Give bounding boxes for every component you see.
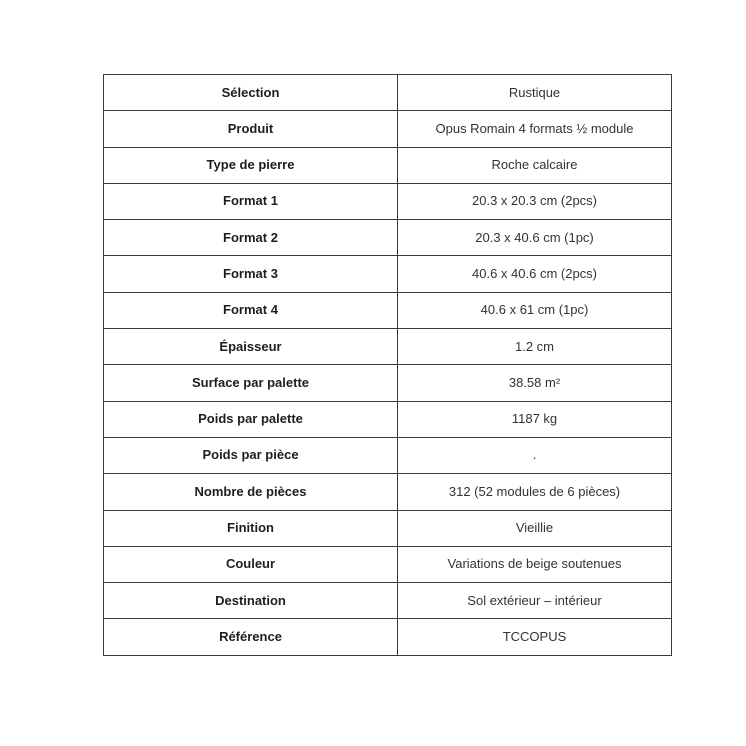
table-row xyxy=(104,329,672,365)
spec-value: Opus Romain 4 formats ½ module xyxy=(398,111,672,147)
spec-value: 1.2 cm xyxy=(398,329,672,365)
spec-label: Format 3 xyxy=(104,256,398,292)
spec-value: 20.3 x 40.6 cm (1pc) xyxy=(398,220,672,256)
table-row xyxy=(104,365,672,401)
spec-label: Format 1 xyxy=(104,183,398,219)
table-row xyxy=(104,437,672,473)
spec-value: 40.6 x 40.6 cm (2pcs) xyxy=(398,256,672,292)
spec-label: Type de pierre xyxy=(104,147,398,183)
spec-label: Finition xyxy=(104,510,398,546)
spec-label: Produit xyxy=(104,111,398,147)
table-row xyxy=(104,111,672,147)
spec-value: 1187 kg xyxy=(398,401,672,437)
spec-value: Sol extérieur – intérieur xyxy=(398,583,672,619)
spec-label: Nombre de pièces xyxy=(104,474,398,510)
spec-value: 20.3 x 20.3 cm (2pcs) xyxy=(398,183,672,219)
spec-label: Poids par pièce xyxy=(104,437,398,473)
table-row xyxy=(104,401,672,437)
spec-label: Poids par palette xyxy=(104,401,398,437)
spec-value: 40.6 x 61 cm (1pc) xyxy=(398,292,672,328)
spec-label: Couleur xyxy=(104,546,398,582)
table-row xyxy=(104,474,672,510)
table-row xyxy=(104,256,672,292)
product-spec-table xyxy=(103,74,672,656)
spec-label: Épaisseur xyxy=(104,329,398,365)
spec-label: Surface par palette xyxy=(104,365,398,401)
spec-value: TCCOPUS xyxy=(398,619,672,655)
spec-value: 312 (52 modules de 6 pièces) xyxy=(398,474,672,510)
table-row xyxy=(104,75,672,111)
table-row xyxy=(104,292,672,328)
table-row xyxy=(104,220,672,256)
table-row xyxy=(104,546,672,582)
spec-label: Format 4 xyxy=(104,292,398,328)
table-row xyxy=(104,183,672,219)
table-row xyxy=(104,583,672,619)
spec-label: Destination xyxy=(104,583,398,619)
spec-label: Sélection xyxy=(104,75,398,111)
spec-value: Rustique xyxy=(398,75,672,111)
spec-value: 38.58 m² xyxy=(398,365,672,401)
table-row xyxy=(104,510,672,546)
spec-value: Vieillie xyxy=(398,510,672,546)
spec-value: Roche calcaire xyxy=(398,147,672,183)
table-row xyxy=(104,147,672,183)
spec-label: Format 2 xyxy=(104,220,398,256)
table-row xyxy=(104,619,672,655)
spec-value: . xyxy=(398,437,672,473)
spec-value: Variations de beige soutenues xyxy=(398,546,672,582)
spec-label: Référence xyxy=(104,619,398,655)
